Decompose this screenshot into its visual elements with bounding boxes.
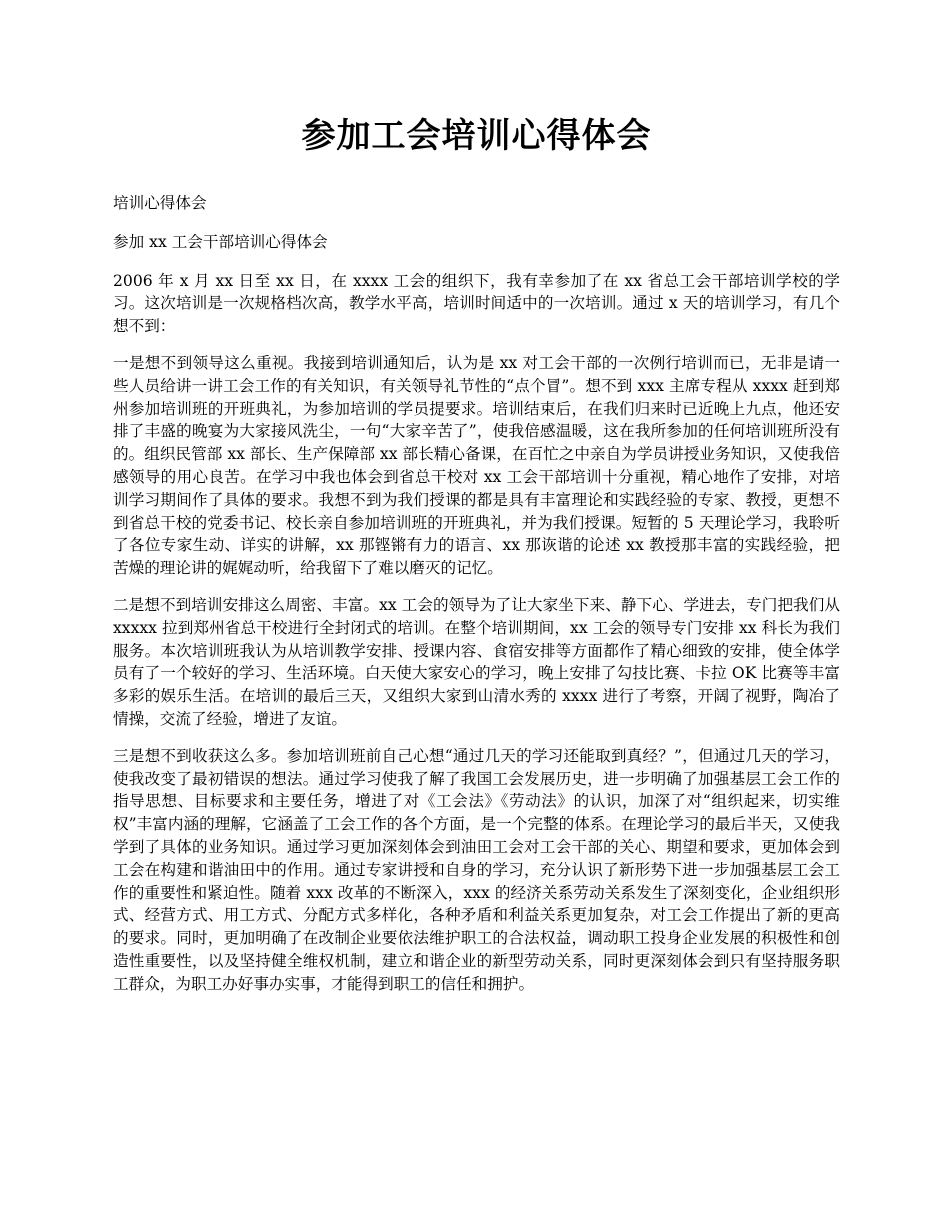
subtitle-training-notes: 培训心得体会	[113, 194, 207, 212]
paragraph-intro: 2006 年 x 月 xx 日至 xx 日，在 xxxx 工会的组织下，我有幸参加了在 xx 省总工会干部培训学校的学习。这次培训是一次规格档次高，教学水平高，培训时间适中的一次培训。通过 x 天的培训学习，有几个想不到：	[113, 271, 840, 336]
paragraph-second-point: 二是想不到培训安排这么周密、丰富。xx 工会的领导为了让大家坐下来、静下心、学进去，专门把我们从 xxxxx 拉到郑州省总干校进行全封闭式的培训。在整个培训期间，xx 工会的领导专门安排 xx 科长为我们服务。本次培训班我认为从培训教学安排、授课内容、食宿安排等方面都作了精心细致的安排，使全体学员有了一个较好的学习、生活环境。白天使大家安心的学习，晚上安排了勾技比赛、卡拉 OK 比赛等丰富多彩的娱乐生活。在培训的最后三天，又组织大家到山清水秀的 xxxx 进行了考察，开阔了视野，陶冶了情操，交流了经验，增进了友谊。	[113, 595, 840, 728]
document-page	[113, 108, 840, 1010]
paragraph-third-point: 三是想不到收获这么多。参加培训班前自己心想“通过几天的学习还能取到真经？”，但通过几天的学习，使我改变了最初错误的想法。通过学习使我了解了我国工会发展历史，进一步明确了加强基层工会工作的指导思想、目标要求和主要任务，增进了对《工会法》《劳动法》的认识，加深了对“组织起来，切实维权”丰富内涵的理解，它涵盖了工会工作的各个方面，是一个完整的体系。在理论学习的最后半天，又使我学到了具体的业务知识。通过学习更加深刻体会到油田工会对工会干部的关心、期望和要求，更加体会到工会在构建和谐油田中的作用。通过专家讲授和自身的学习，充分认识了新形势下进一步加强基层工会工作的重要性和紧迫性。随着 xxx 改革的不断深入，xxx 的经济关系劳动关系发生了深刻变化，企业组织形式、经营方式、用工方式、分配方式多样化，各种矛盾和利益关系更加复杂，对工会工作提出了新的更高的要求。同时，更加明确了在改制企业要依法维护职工的合法权益，调动职工投身企业发展的积极性和创造性重要性，以及坚持健全维权机制，建立和谐企业的新型劳动关系，同时更深刻体会到只有坚持服务职工群众，为职工办好事办实事，才能得到职工的信任和拥护。	[113, 746, 840, 993]
subtitle-cadre-training: 参加 xx 工会干部培训心得体会	[113, 232, 328, 251]
paragraph-first-point: 一是想不到领导这么重视。我接到培训通知后，认为是 xx 对工会干部的一次例行培训而已，无非是请一些人员给讲一讲工会工作的有关知识，有关领导礼节性的“点个冒”。想不到 xxx 主席专程从 xxxx 赶到郑州参加培训班的开班典礼，为参加培训的学员提要求。培训结束后，在我们归来时已近晚上九点，他还安排了丰盛的晚宴为大家接风洗尘，一句“大家辛苦了”，使我倍感温暖，这在我所参加的任何培训班所没有的。组织民管部 xx 部长、生产保障部 xx 部长精心备课，在百忙之中亲自为学员讲授业务知识，又使我倍感领导的用心良苦。在学习中我也体会到省总干校对 xx 工会干部培训十分重视，精心地作了安排，对培训学习期间作了具体的要求。我想不到为我们授课的都是具有丰富理论和实践经验的专家、教授，更想不到省总干校的党委书记、校长亲自参加培训班的开班典礼，并为我们授课。短暂的 5 天理论学习，我聆听了各位专家生动、详实的讲解，xx 那铿锵有力的语言、xx 那诙谐的论述 xx 教授那丰富的实践经验，把苦燥的理论讲的娓娓动听，给我留下了难以磨灭的记忆。	[113, 353, 840, 578]
document-title: 参加工会培训心得体会	[301, 116, 652, 156]
